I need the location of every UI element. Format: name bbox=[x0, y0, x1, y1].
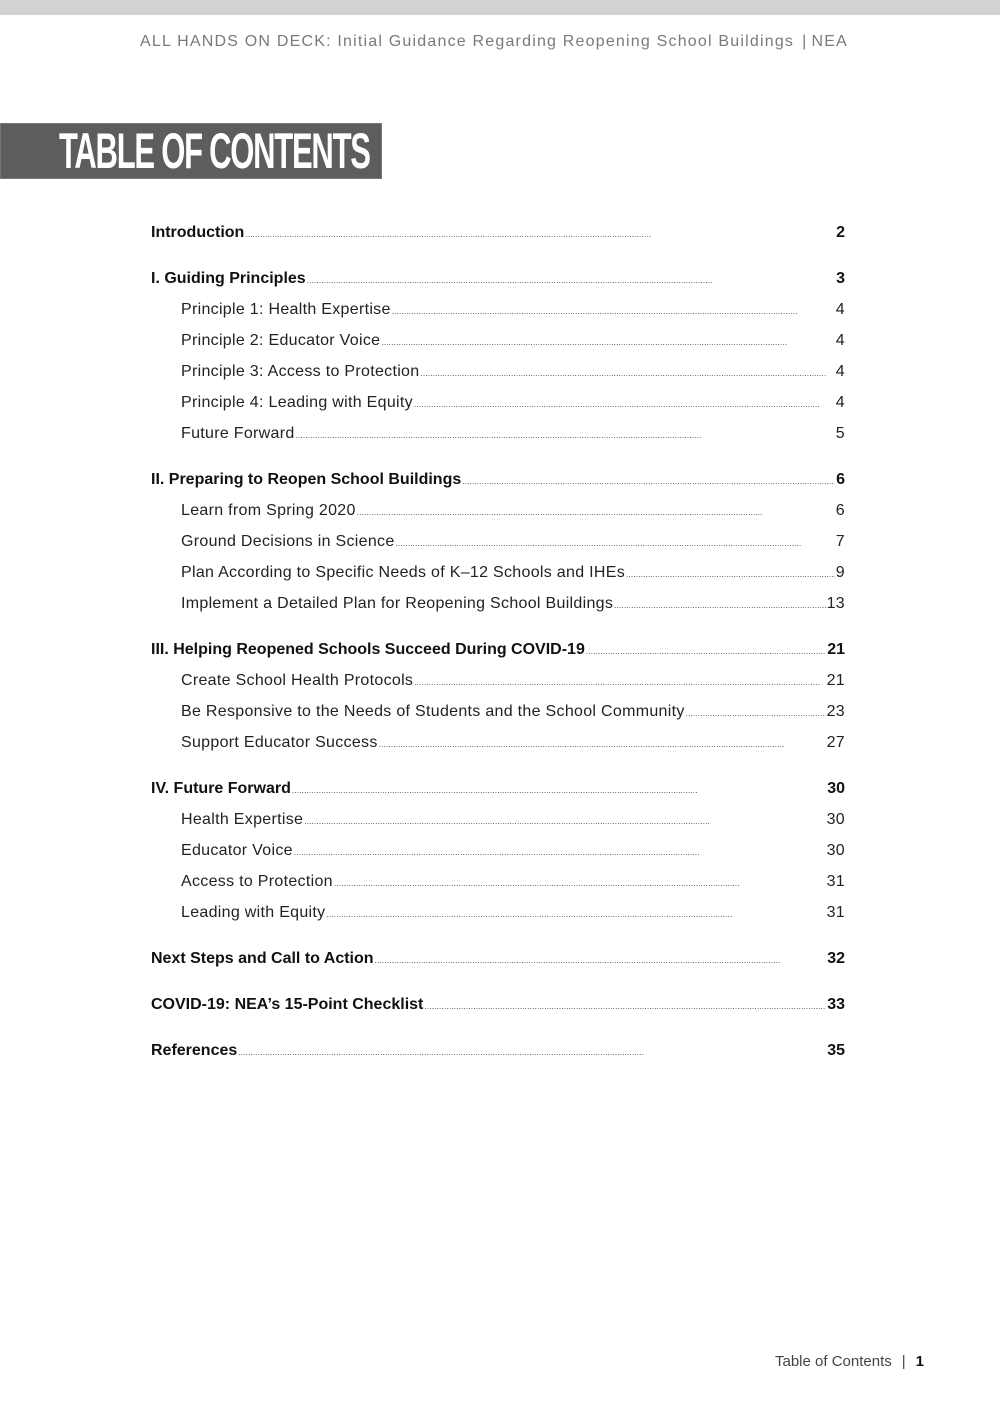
page-footer bbox=[775, 1353, 924, 1370]
toc-entry-label: Principle 4: Leading with Equity bbox=[181, 394, 413, 411]
toc-entry-label: Principle 3: Access to Protection bbox=[181, 363, 420, 380]
toc-entry-be-responsive[interactable] bbox=[151, 703, 845, 734]
toc-entry-educator-voice[interactable] bbox=[151, 842, 845, 873]
toc-entry-guiding-principles[interactable] bbox=[151, 270, 845, 301]
toc-entry-label: Learn from Spring 2020 bbox=[181, 502, 356, 519]
toc-entry-preparing-to-reopen[interactable] bbox=[151, 471, 845, 502]
toc-entry-health-protocols[interactable] bbox=[151, 672, 845, 703]
toc-entry-label: COVID-19: NEA’s 15-Point Checklist bbox=[151, 996, 424, 1013]
toc-entry-introduction[interactable] bbox=[151, 224, 845, 255]
dot-leader bbox=[375, 950, 827, 968]
toc-entry-page: 35 bbox=[827, 1042, 845, 1059]
toc-entry-page: 31 bbox=[826, 904, 845, 921]
toc-entry-leading-with-equity[interactable] bbox=[151, 904, 845, 935]
toc-entry-label: Be Responsive to the Needs of Students and the School Community bbox=[181, 703, 685, 720]
toc-entry-page: 4 bbox=[835, 332, 845, 349]
toc-entry-page: 30 bbox=[826, 842, 845, 859]
dot-leader bbox=[586, 641, 826, 659]
toc-entry-label: Health Expertise bbox=[181, 811, 304, 828]
dot-leader bbox=[462, 471, 835, 489]
toc-entry-label: Create School Health Protocols bbox=[181, 672, 414, 689]
toc-entry-label: Next Steps and Call to Action bbox=[151, 950, 374, 967]
top-gray-strip bbox=[0, 0, 1000, 15]
dot-leader bbox=[626, 564, 835, 582]
toc-entry-page: 4 bbox=[835, 363, 845, 380]
dot-leader bbox=[379, 734, 826, 752]
toc-entry-principle-2[interactable] bbox=[151, 332, 845, 363]
page-number: 1 bbox=[915, 1353, 924, 1370]
toc-entry-access-to-protection[interactable] bbox=[151, 873, 845, 904]
toc-entry-page: 13 bbox=[826, 595, 845, 612]
toc-entry-label: IV. Future Forward bbox=[151, 780, 291, 797]
toc-entry-page: 30 bbox=[826, 811, 845, 828]
toc-entry-page: 6 bbox=[836, 471, 845, 488]
header-separator: | bbox=[802, 33, 808, 50]
toc-entry-page: 30 bbox=[827, 780, 845, 797]
toc-entry-support-educator[interactable] bbox=[151, 734, 845, 765]
dot-leader bbox=[392, 301, 835, 319]
organization-name: NEA bbox=[811, 33, 848, 50]
toc-entry-learn-from-spring[interactable] bbox=[151, 502, 845, 533]
toc-entry-ground-decisions[interactable] bbox=[151, 533, 845, 564]
toc-entry-label: II. Preparing to Reopen School Buildings bbox=[151, 471, 462, 488]
toc-entry-page: 32 bbox=[827, 950, 845, 967]
toc-entry-principle-1[interactable] bbox=[151, 301, 845, 332]
toc-entry-label: References bbox=[151, 1042, 238, 1059]
toc-entry-page: 4 bbox=[835, 301, 845, 318]
dot-leader bbox=[292, 780, 826, 798]
dot-leader bbox=[294, 842, 826, 860]
toc-entry-label: Access to Protection bbox=[181, 873, 333, 890]
toc-entry-page: 2 bbox=[836, 224, 845, 241]
toc-entry-checklist[interactable] bbox=[151, 996, 845, 1027]
toc-entry-references[interactable] bbox=[151, 1042, 845, 1073]
toc-entry-label: Principle 2: Educator Voice bbox=[181, 332, 381, 349]
footer-separator: | bbox=[901, 1353, 906, 1370]
toc-entry-page: 21 bbox=[826, 672, 845, 689]
toc-entry-label: Implement a Detailed Plan for Reopening School Buildings bbox=[181, 595, 614, 612]
running-header bbox=[0, 33, 848, 51]
toc-entry-page: 21 bbox=[827, 641, 845, 658]
dot-leader bbox=[296, 425, 835, 443]
toc-entry-page: 5 bbox=[835, 425, 845, 442]
toc-entry-next-steps[interactable] bbox=[151, 950, 845, 981]
toc-entry-helping-reopened-schools[interactable] bbox=[151, 641, 845, 672]
toc-entry-label: III. Helping Reopened Schools Succeed During COVID-19 bbox=[151, 641, 585, 658]
dot-leader bbox=[304, 811, 825, 829]
toc-entry-page: 23 bbox=[826, 703, 845, 720]
dot-leader bbox=[396, 533, 835, 551]
toc-entry-iv-future-forward[interactable] bbox=[151, 780, 845, 811]
toc-entry-page: 7 bbox=[835, 533, 845, 550]
toc-entry-label: Introduction bbox=[151, 224, 245, 241]
toc-entry-label: I. Guiding Principles bbox=[151, 270, 306, 287]
table-of-contents bbox=[151, 224, 845, 1073]
dot-leader bbox=[357, 502, 835, 520]
toc-entry-label: Plan According to Specific Needs of K–12 Schools and IHEs bbox=[181, 564, 626, 581]
toc-entry-page: 6 bbox=[835, 502, 845, 519]
toc-entry-principle-3[interactable] bbox=[151, 363, 845, 394]
dot-leader bbox=[614, 595, 825, 613]
dot-leader bbox=[381, 332, 834, 350]
toc-entry-principle-4[interactable] bbox=[151, 394, 845, 425]
section-banner bbox=[0, 123, 382, 179]
dot-leader bbox=[424, 996, 826, 1014]
toc-entry-page: 33 bbox=[827, 996, 845, 1013]
toc-entry-page: 27 bbox=[826, 734, 845, 751]
dot-leader bbox=[420, 363, 834, 381]
dot-leader bbox=[307, 270, 835, 288]
toc-entry-future-forward[interactable] bbox=[151, 425, 845, 456]
toc-entry-label: Ground Decisions in Science bbox=[181, 533, 395, 550]
document-title: ALL HANDS ON DECK: Initial Guidance Regarding Reopening School Buildings bbox=[140, 33, 795, 50]
dot-leader bbox=[414, 672, 825, 690]
dot-leader bbox=[334, 873, 826, 891]
dot-leader bbox=[326, 904, 825, 922]
toc-entry-page: 4 bbox=[835, 394, 845, 411]
section-title: TABLE OF CONTENTS bbox=[59, 123, 370, 179]
toc-entry-page: 9 bbox=[835, 564, 845, 581]
dot-leader bbox=[238, 1042, 826, 1060]
toc-entry-label: Support Educator Success bbox=[181, 734, 378, 751]
toc-entry-health-expertise[interactable] bbox=[151, 811, 845, 842]
toc-entry-label: Leading with Equity bbox=[181, 904, 326, 921]
footer-section-name: Table of Contents bbox=[775, 1353, 892, 1370]
dot-leader bbox=[245, 224, 835, 242]
dot-leader bbox=[414, 394, 835, 412]
toc-entry-page: 3 bbox=[836, 270, 845, 287]
toc-entry-page: 31 bbox=[826, 873, 845, 890]
toc-entry-label: Future Forward bbox=[181, 425, 295, 442]
toc-entry-label: Principle 1: Health Expertise bbox=[181, 301, 391, 318]
toc-entry-implement-plan[interactable] bbox=[151, 595, 845, 626]
dot-leader bbox=[686, 703, 826, 721]
toc-entry-plan-according[interactable] bbox=[151, 564, 845, 595]
toc-entry-label: Educator Voice bbox=[181, 842, 293, 859]
